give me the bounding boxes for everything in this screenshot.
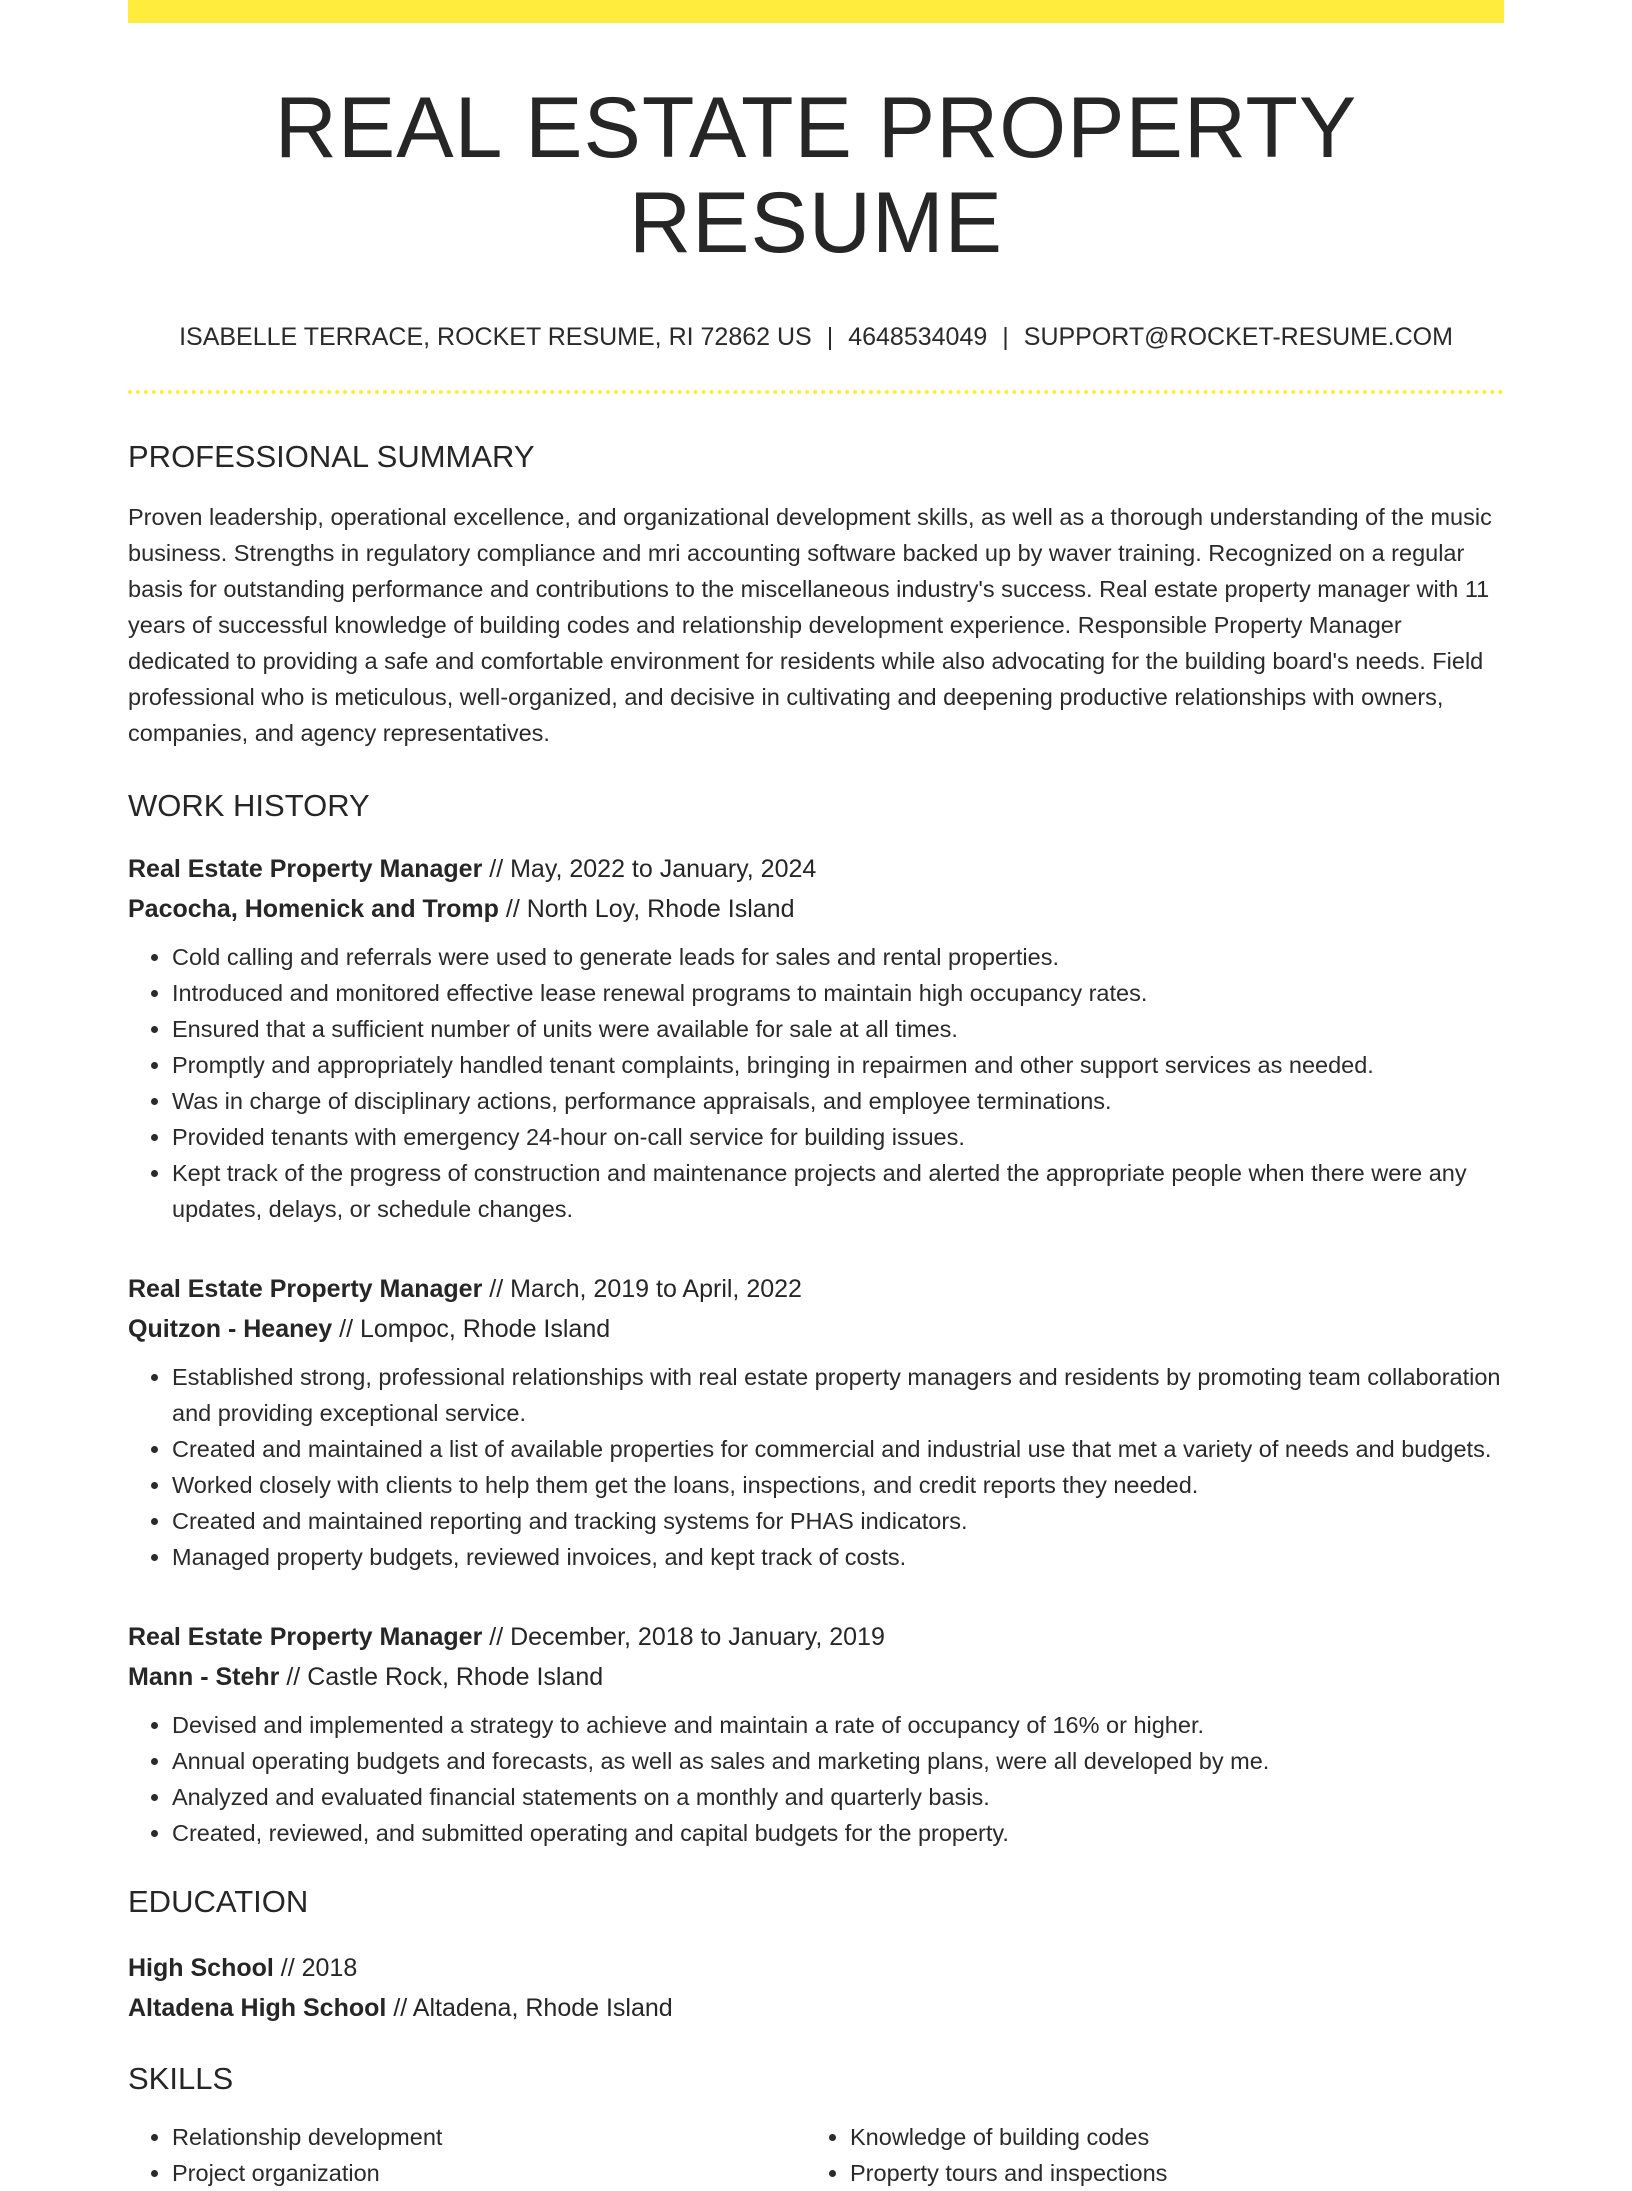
list-item: • Created and maintained a list of available properties for commercial and industrial use that met a variety of needs and budgets.: [172, 1431, 1504, 1467]
list-item: • Provided tenants with emergency 24-hour on-call service for building issues.: [172, 1119, 1504, 1155]
education-degree: High School: [128, 1953, 274, 1982]
list-item: • Property tours and inspections: [850, 2155, 1484, 2191]
resume-title: REAL ESTATE PROPERTY RESUME: [274, 80, 1358, 271]
list-item: • Cold calling and referrals were used to generate leads for sales and rental properties.: [172, 939, 1504, 975]
list-item: • Introduced and monitored effective lease renewal programs to maintain high occupancy rates.: [172, 975, 1504, 1011]
job-company: Pacocha, Homenick and Tromp: [128, 894, 499, 923]
contact-separator: |: [1002, 323, 1009, 352]
job-title: Real Estate Property Manager: [128, 854, 483, 883]
job-title: Real Estate Property Manager: [128, 1622, 483, 1651]
list-item: • Knowledge of building codes: [850, 2119, 1484, 2155]
list-item: • Ensured that a sufficient number of units were available for sale at all times.: [172, 1011, 1504, 1047]
job-title: Real Estate Property Manager: [128, 1274, 483, 1303]
job-location: // Castle Rock, Rhode Island: [286, 1662, 604, 1691]
list-item: • Promptly and appropriately handled tenant complaints, bringing in repairmen and other support services as needed.: [172, 1047, 1504, 1083]
job-entry: [128, 1269, 1504, 1575]
education-heading: EDUCATION: [128, 1883, 309, 1919]
job-company-line: [128, 1309, 1504, 1349]
education-location: // Altadena, Rhode Island: [393, 1993, 673, 2022]
dotted-divider: [128, 390, 1504, 394]
skills-grid: [128, 2119, 1504, 2191]
job-bullets: [128, 1707, 1504, 1851]
job-dates: // May, 2022 to January, 2024: [489, 854, 817, 883]
job-location: // North Loy, Rhode Island: [505, 894, 795, 923]
list-item: • Project organization: [172, 2155, 806, 2191]
education-degree-line: [128, 1948, 1504, 1988]
list-item: • Analyzed and evaluated financial statements on a monthly and quarterly basis.: [172, 1779, 1504, 1815]
job-dates: // December, 2018 to January, 2019: [489, 1622, 885, 1651]
summary-text: Proven leadership, operational excellence, and organizational development skills, as well as a thorough understanding of the music business. Strengths in regulatory compliance and mri accounting software backed up by waver training. Recognized on a regular basis for outstanding performance and contributions to the miscellaneous industry's success. Real estate property manager with 11 years of successful knowledge of building codes and relationship development experience. Responsible Property Manager dedicated to providing a safe and comfortable environment for residents while also advocating for the building board's needs. Field professional who is meticulous, well-organized, and decisive in cultivating and deepening productive relationships with owners, companies, and agency representatives.: [128, 504, 1492, 747]
education-school-line: [128, 1988, 1504, 2028]
job-company-line: [128, 889, 1504, 929]
job-dates: // March, 2019 to April, 2022: [489, 1274, 802, 1303]
job-location: // Lompoc, Rhode Island: [339, 1314, 611, 1343]
job-title-line: [128, 1617, 1504, 1657]
list-item: • Created and maintained reporting and tracking systems for PHAS indicators.: [172, 1503, 1504, 1539]
list-item: • Kept track of the progress of construction and maintenance projects and alerted the appropriate people when there were any updates, delays, or schedule changes.: [172, 1155, 1504, 1227]
list-item: • Relationship development: [172, 2119, 806, 2155]
list-item: • Established strong, professional relationships with real estate property managers and residents by promoting team collaboration and providing exceptional service.: [172, 1359, 1504, 1431]
education-year: // 2018: [280, 1953, 358, 1982]
skills-column-left: [128, 2119, 806, 2191]
work-history-heading: WORK HISTORY: [128, 788, 370, 824]
list-item: • Annual operating budgets and forecasts, as well as sales and marketing plans, were all developed by me.: [172, 1743, 1504, 1779]
contact-line: [128, 322, 1504, 352]
skills-heading: SKILLS: [128, 2060, 234, 2096]
top-accent-bar: [128, 0, 1504, 23]
contact-separator: |: [826, 323, 834, 352]
job-company-line: [128, 1657, 1504, 1697]
education-entry: [128, 1948, 1504, 2028]
job-entry: [128, 1617, 1504, 1851]
skills-column-right: [806, 2119, 1484, 2191]
list-item: • Devised and implemented a strategy to achieve and maintain a rate of occupancy of 16% or higher.: [172, 1707, 1504, 1743]
summary-heading: PROFESSIONAL SUMMARY: [128, 439, 535, 475]
job-entry: [128, 849, 1504, 1227]
list-item: • Managed property budgets, reviewed invoices, and kept track of costs.: [172, 1539, 1504, 1575]
job-title-line: [128, 849, 1504, 889]
job-title-line: [128, 1269, 1504, 1309]
job-bullets: [128, 1359, 1504, 1575]
resume-page: [128, 0, 1504, 2191]
education-school: Altadena High School: [128, 1993, 387, 2022]
list-item: • Created, reviewed, and submitted operating and capital budgets for the property.: [172, 1815, 1504, 1851]
contact-email: SUPPORT@ROCKET-RESUME.COM: [1023, 323, 1453, 352]
contact-address: ISABELLE TERRACE, ROCKET RESUME, RI 72862 US: [179, 323, 812, 352]
job-bullets: [128, 939, 1504, 1227]
job-company: Quitzon - Heaney: [128, 1314, 333, 1343]
list-item: • Was in charge of disciplinary actions, performance appraisals, and employee terminations.: [172, 1083, 1504, 1119]
contact-phone: 4648534049: [848, 323, 988, 352]
list-item: • Worked closely with clients to help them get the loans, inspections, and credit reports they needed.: [172, 1467, 1504, 1503]
job-company: Mann - Stehr: [128, 1662, 280, 1691]
